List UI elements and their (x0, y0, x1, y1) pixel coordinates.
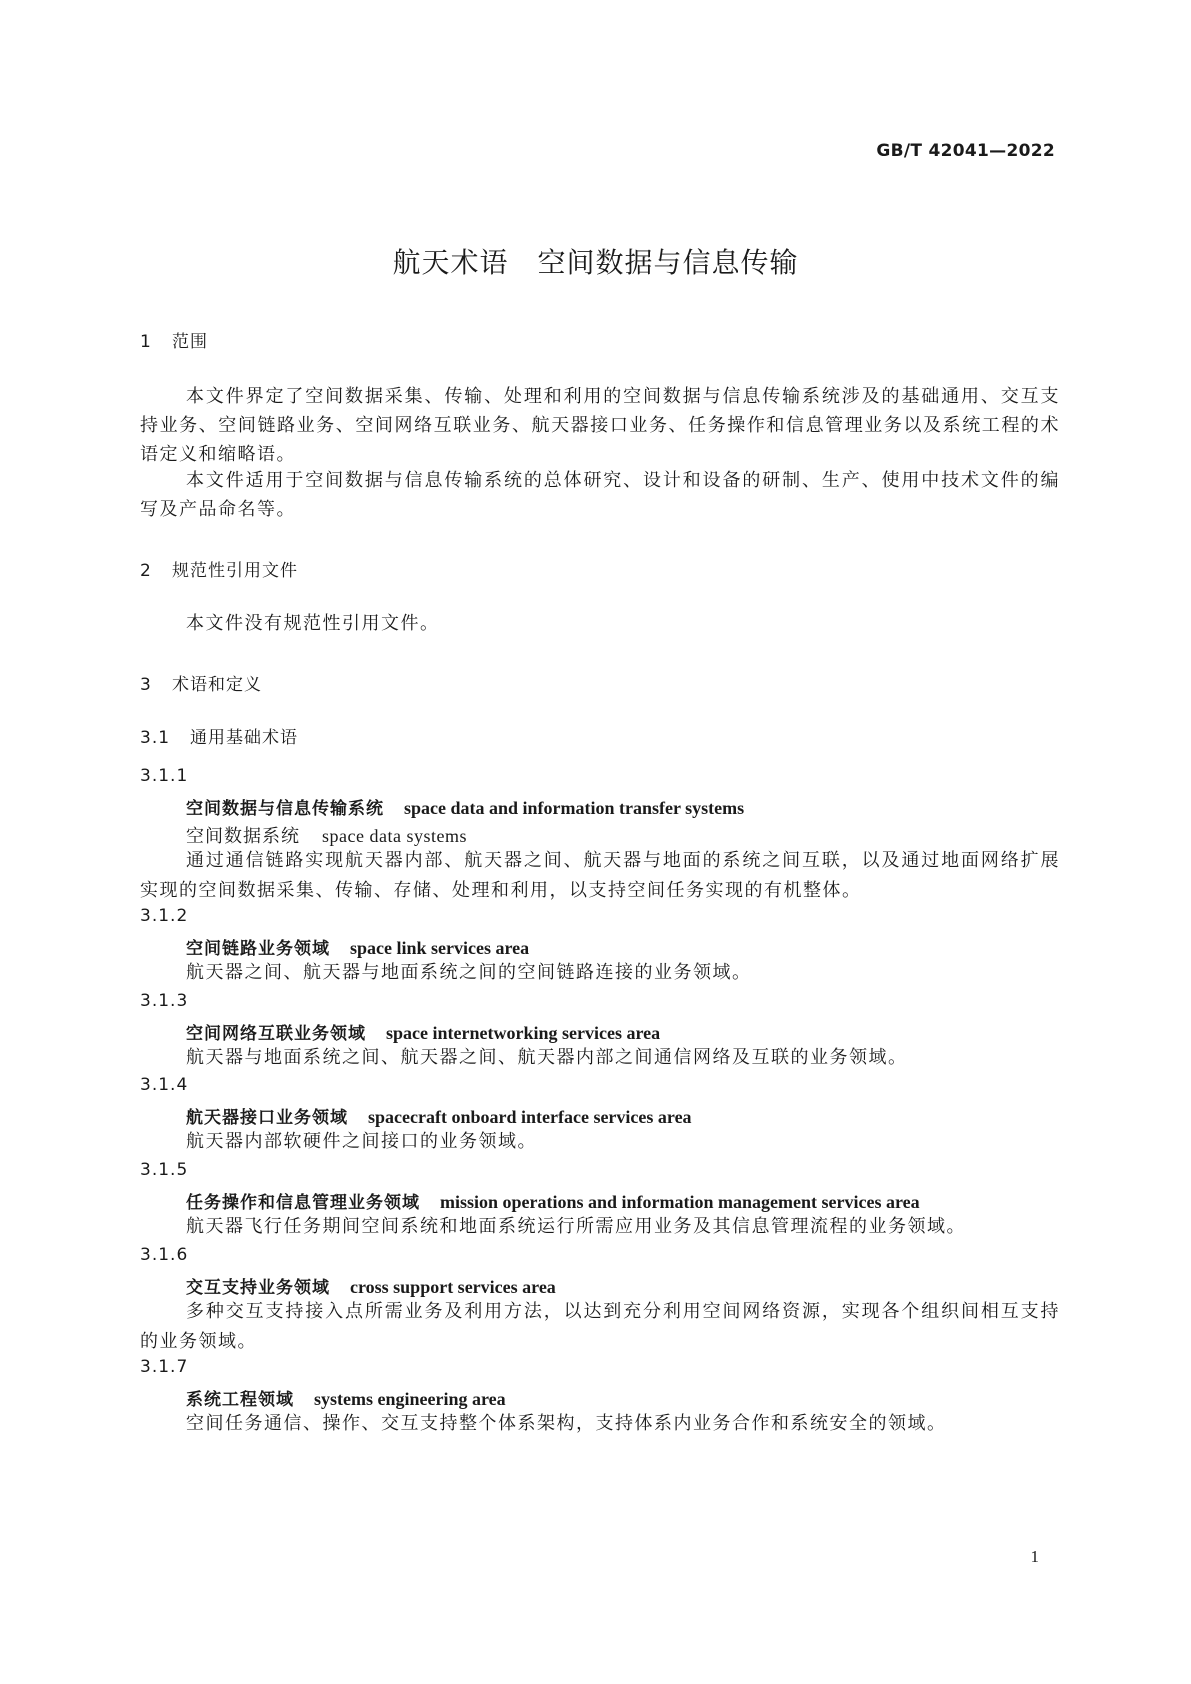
term-english: space data and information transfer systems (404, 798, 745, 818)
term-chinese: 任务操作和信息管理业务领域 (186, 1193, 420, 1213)
term-number: 3.1.4 (140, 1075, 189, 1095)
section-number: 1 (140, 332, 152, 352)
term-entry (186, 1103, 692, 1128)
section-number: 2 (140, 561, 152, 581)
scope-paragraph-1: 本文件界定了空间数据采集、传输、处理和利用的空间数据与信息传输系统涉及的基础通用、交互支持业务、空间链路业务、空间网络互联业务、航天器接口业务、任务操作和信息管理业务以及系统工程的术语定义和缩略语。 (140, 386, 1060, 465)
term-definition: 航天器与地面系统之间、航天器之间、航天器内部之间通信网络及互联的业务领域。 (186, 1047, 908, 1068)
section-title: 范围 (172, 332, 208, 352)
term-definition: 航天器内部软硬件之间接口的业务领域。 (186, 1131, 537, 1152)
scope-paragraph-2: 本文件适用于空间数据与信息传输系统的总体研究、设计和设备的研制、生产、使用中技术文件的编写及产品命名等。 (140, 470, 1060, 520)
term-entry (186, 794, 744, 819)
section-heading-scope (140, 327, 208, 352)
term-number: 3.1.6 (140, 1245, 189, 1265)
term-number: 3.1.7 (140, 1357, 189, 1377)
term-entry (186, 1188, 920, 1213)
section-heading-normative-references (140, 556, 298, 581)
term-english: cross support services area (350, 1277, 556, 1297)
section-number: 3 (140, 675, 152, 695)
term-chinese: 系统工程领域 (186, 1390, 294, 1410)
term-english: spacecraft onboard interface services area (368, 1107, 692, 1127)
synonym-english: space data systems (322, 826, 467, 846)
synonym-chinese: 空间数据系统 (186, 826, 300, 847)
term-english: space internetworking services area (386, 1023, 661, 1043)
term-chinese: 航天器接口业务领域 (186, 1108, 348, 1128)
term-definition: 航天器之间、航天器与地面系统之间的空间链路连接的业务领域。 (186, 962, 752, 983)
term-chinese: 空间数据与信息传输系统 (186, 799, 384, 819)
term-english: mission operations and information management services area (440, 1192, 920, 1212)
term-chinese: 交互支持业务领域 (186, 1278, 330, 1298)
term-number: 3.1.3 (140, 991, 189, 1011)
term-chinese: 空间网络互联业务领域 (186, 1024, 366, 1044)
term-english: space link services area (350, 938, 530, 958)
standard-code: GB/T 42041—2022 (876, 141, 1055, 161)
section-number: 3.1 (140, 728, 171, 748)
term-synonym (186, 822, 467, 848)
section-title: 术语和定义 (172, 675, 262, 695)
section-title: 通用基础术语 (190, 728, 298, 748)
term-chinese: 空间链路业务领域 (186, 939, 330, 959)
term-english: systems engineering area (314, 1389, 506, 1409)
term-entry (186, 1273, 556, 1298)
section-heading-terms (140, 670, 262, 695)
normative-references-text: 本文件没有规范性引用文件。 (186, 613, 440, 634)
term-entry (186, 934, 529, 959)
term-number: 3.1.2 (140, 906, 189, 926)
document-title: 航天术语 空间数据与信息传输 (392, 246, 799, 279)
term-definition: 空间任务通信、操作、交互支持整个体系架构，支持体系内业务合作和系统安全的领域。 (186, 1413, 947, 1434)
term-definition: 通过通信链路实现航天器内部、航天器之间、航天器与地面的系统之间互联，以及通过地面网络扩展实现的空间数据采集、传输、存储、处理和利用，以支持空间任务实现的有机整体。 (140, 850, 1060, 901)
section-title: 规范性引用文件 (172, 561, 298, 581)
term-definition: 多种交互支持接入点所需业务及利用方法，以达到充分利用空间网络资源，实现各个组织间相互支持的业务领域。 (140, 1301, 1060, 1352)
term-number: 3.1.5 (140, 1160, 189, 1180)
page-number: 1 (1030, 1547, 1039, 1566)
term-entry (186, 1019, 660, 1044)
subsection-heading-general-terms (140, 723, 298, 748)
term-entry (186, 1385, 506, 1410)
term-number: 3.1.1 (140, 766, 189, 786)
term-definition: 航天器飞行任务期间空间系统和地面系统运行所需应用业务及其信息管理流程的业务领域。 (186, 1216, 966, 1237)
